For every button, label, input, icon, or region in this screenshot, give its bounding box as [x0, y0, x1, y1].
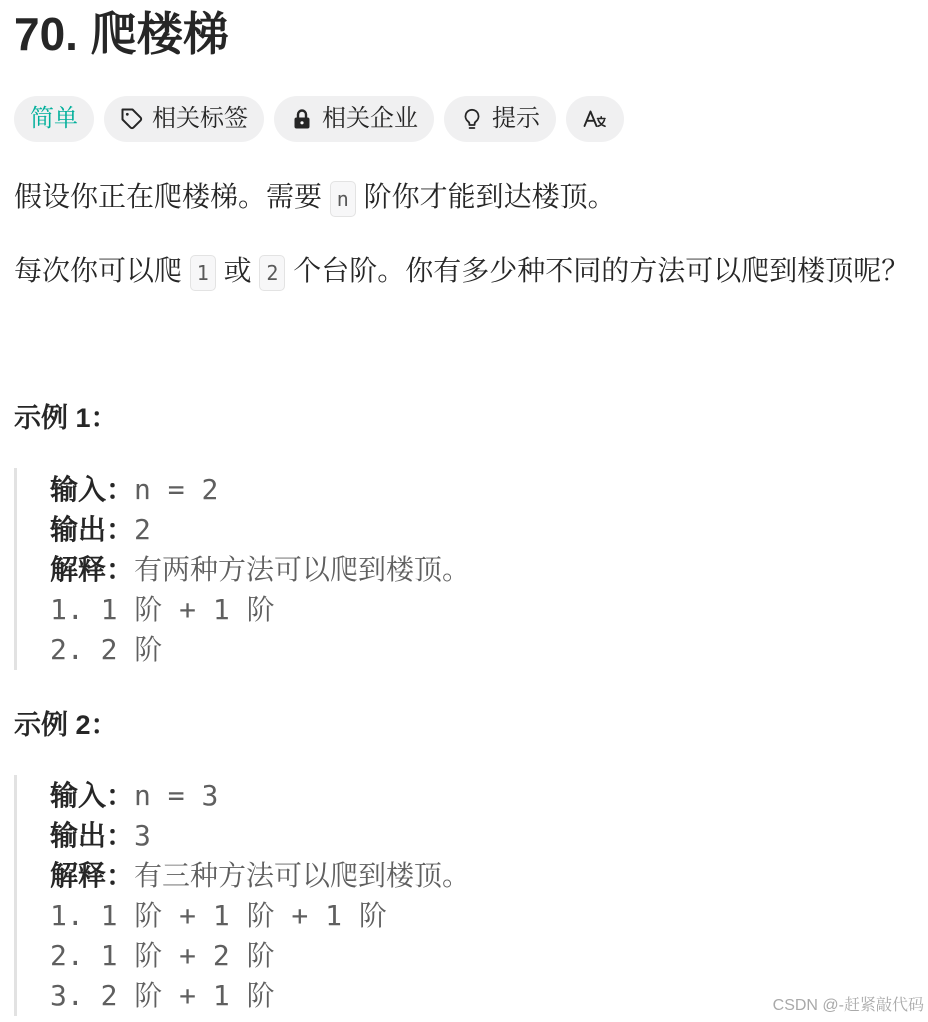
- output-label: 输出：: [50, 820, 135, 851]
- description-text: 每次你可以爬: [14, 255, 183, 286]
- example-output-line: [50, 816, 470, 856]
- inline-code: n: [330, 181, 356, 217]
- related-companies-button[interactable]: [274, 96, 434, 142]
- lock-icon: [290, 107, 314, 131]
- inline-code: 2: [259, 255, 285, 291]
- example-input-line: [50, 470, 470, 510]
- example-step-line: [50, 896, 470, 936]
- input-label: 输入：: [50, 474, 135, 505]
- tag-icon: [120, 107, 144, 131]
- step-text: 3. 2 阶 + 1 阶: [50, 979, 275, 1012]
- step-text: 2. 2 阶: [50, 633, 163, 666]
- difficulty-badge: 简单: [14, 96, 94, 142]
- example-explanation-line: [50, 856, 470, 896]
- translate-icon: [582, 107, 608, 131]
- explanation-label: 解释：: [50, 860, 135, 891]
- step-text: 1. 1 阶 + 1 阶 + 1 阶: [50, 899, 387, 932]
- example-output-line: [50, 510, 470, 550]
- example-explanation-line: [50, 550, 470, 590]
- lightbulb-icon: [460, 107, 484, 131]
- input-value: n = 3: [134, 779, 219, 812]
- explanation-text: 有两种方法可以爬到楼顶。: [134, 553, 471, 586]
- description-text: 假设你正在爬楼梯。需要: [14, 181, 323, 212]
- watermark: CSDN @-赶紧敲代码: [772, 997, 924, 1014]
- description-text: 个台阶。你有多少种不同的方法可以爬到楼顶呢？: [293, 255, 910, 286]
- explanation-label: 解释：: [50, 554, 135, 585]
- example-step-line: [50, 936, 470, 976]
- output-label: 输出：: [50, 514, 135, 545]
- example-input-line: [50, 776, 470, 816]
- input-value: n = 2: [134, 473, 219, 506]
- step-text: 1. 1 阶 + 1 阶: [50, 593, 275, 626]
- description-text: 或: [223, 255, 252, 286]
- example-2-heading: 示例 2：: [14, 710, 118, 740]
- example-step-line: [50, 976, 470, 1016]
- description-paragraph-2: [14, 251, 909, 291]
- inline-code: 1: [190, 255, 216, 291]
- tag-bar: [14, 96, 624, 142]
- output-value: 2: [134, 513, 151, 546]
- example-1-heading: 示例 1：: [14, 403, 118, 433]
- hints-label: 提示: [492, 105, 540, 132]
- related-tags-button[interactable]: [104, 96, 264, 142]
- example-1-block: [14, 468, 470, 670]
- step-text: 2. 1 阶 + 2 阶: [50, 939, 275, 972]
- description-text: 阶你才能到达楼顶。: [363, 181, 616, 212]
- example-2-block: [14, 775, 470, 1016]
- description-paragraph-1: [14, 177, 616, 217]
- explanation-text: 有三种方法可以爬到楼顶。: [134, 859, 471, 892]
- example-step-line: [50, 630, 470, 670]
- problem-title: 70. 爬楼梯: [14, 8, 229, 60]
- output-value: 3: [134, 819, 151, 852]
- example-step-line: [50, 590, 470, 630]
- hints-button[interactable]: [444, 96, 556, 142]
- related-companies-label: 相关企业: [322, 105, 418, 132]
- translate-button[interactable]: [566, 96, 624, 142]
- related-tags-label: 相关标签: [152, 105, 248, 132]
- input-label: 输入：: [50, 780, 135, 811]
